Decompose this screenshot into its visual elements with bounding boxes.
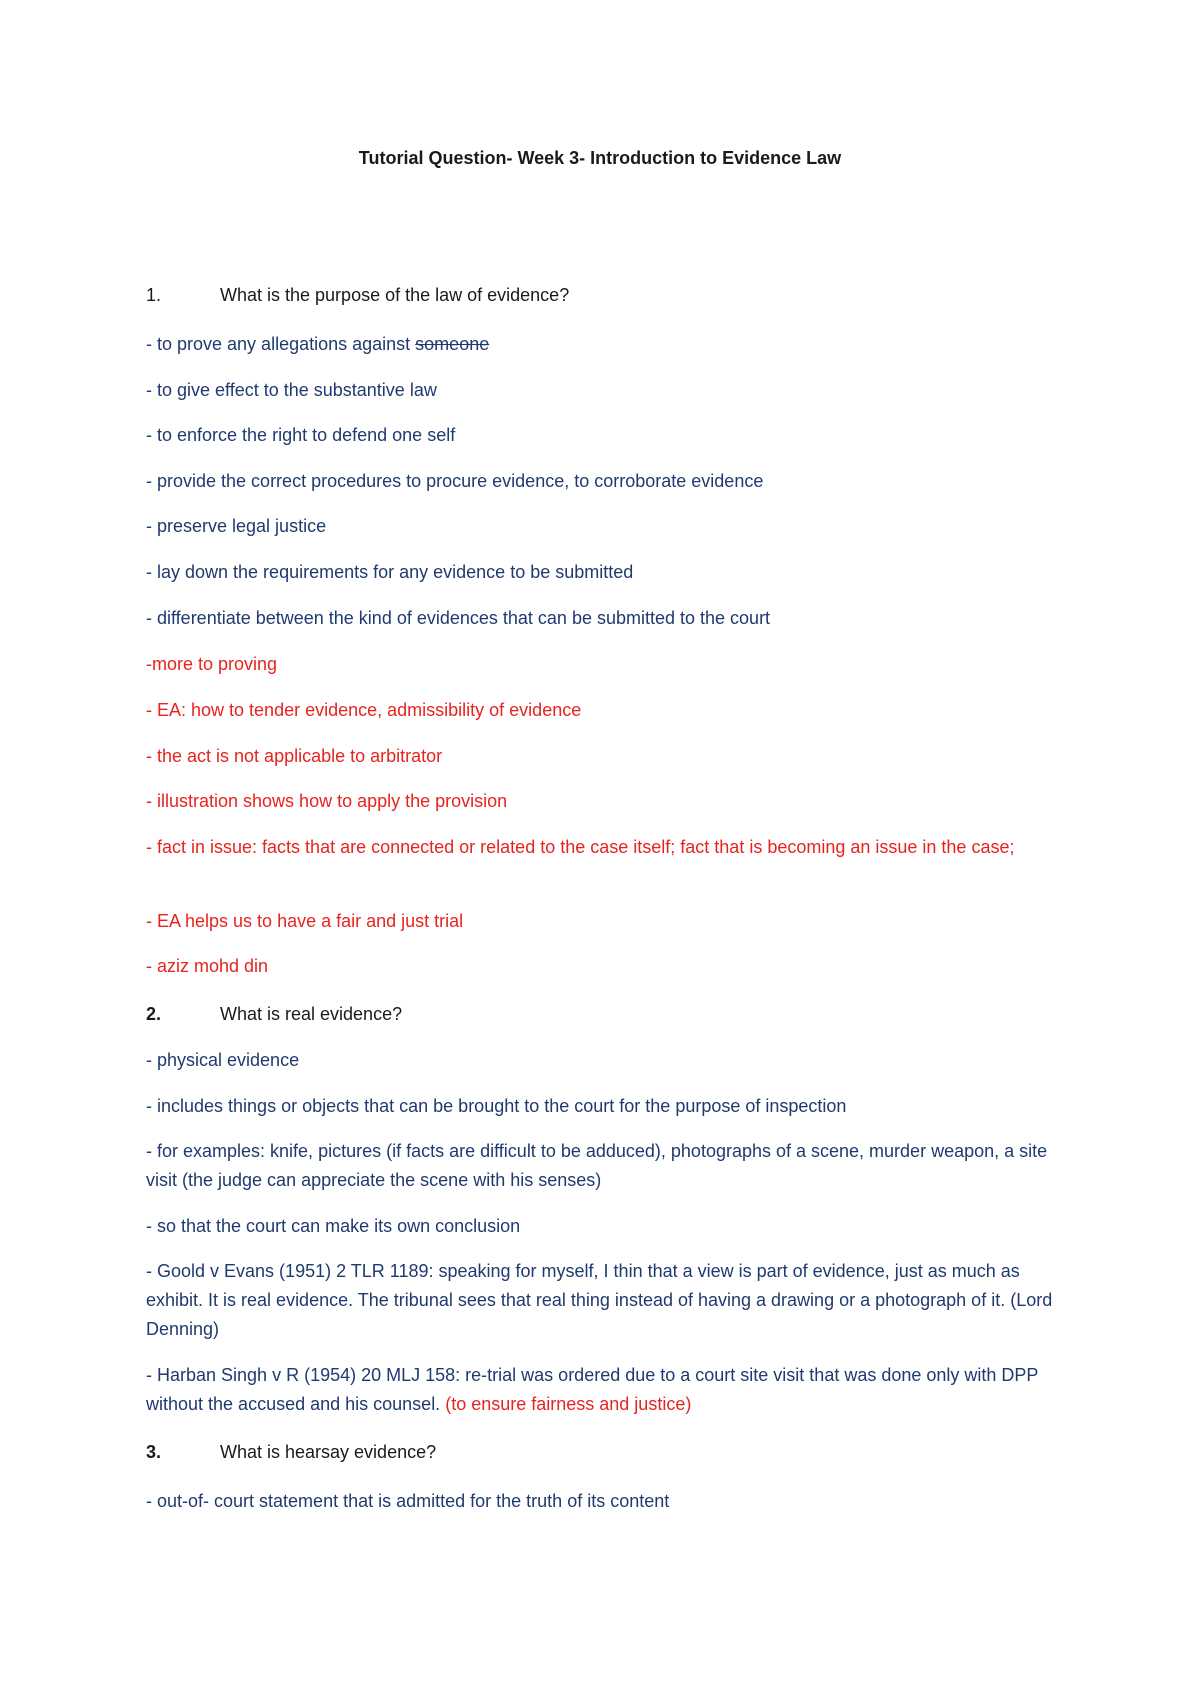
answer-line: - lay down the requirements for any evidence to be submitted — [146, 562, 634, 582]
answer-line: - includes things or objects that can be brought to the court for the purpose of inspection — [146, 1096, 847, 1116]
document-title: Tutorial Question- Week 3- Introduction to Evidence Law — [358, 148, 842, 168]
question-3 — [146, 1442, 436, 1463]
answer-line: - preserve legal justice — [146, 516, 327, 536]
answer-line: -more to proving — [146, 654, 278, 674]
answer-line: - provide the correct procedures to procure evidence, to corroborate evidence — [146, 471, 764, 491]
answer-line: - physical evidence — [146, 1050, 300, 1070]
answer-text: - to prove any allegations against — [146, 334, 416, 354]
answer-line: - for examples: knife, pictures (if facts are difficult to be adduced), photographs of a scene, murder weapon, a site visit (the judge can appreciate the scene with his senses) — [146, 1141, 1048, 1190]
answer-line: - EA helps us to have a fair and just trial — [146, 911, 464, 931]
answer-line: - differentiate between the kind of evidences that can be submitted to the court — [146, 608, 771, 628]
answer-line: - out-of- court statement that is admitted for the truth of its content — [146, 1491, 670, 1511]
question-number: 1. — [146, 285, 162, 305]
question-1 — [146, 285, 569, 306]
answer-line — [146, 1361, 1066, 1419]
answer-line — [146, 330, 1066, 359]
answer-line: - Goold v Evans (1951) 2 TLR 1189: speaking for myself, I thin that a view is part of evidence, just as much as exhibit. It is real evidence. The tribunal sees that real thing instead of having a drawing or a photograph of it. (Lord Denning) — [146, 1261, 1053, 1339]
answer-line: - illustration shows how to apply the provision — [146, 791, 508, 811]
answer-line: - fact in issue: facts that are connected or related to the case itself; fact that is becoming an issue in the case; — [146, 837, 1015, 857]
answer-line: - EA: how to tender evidence, admissibility of evidence — [146, 700, 582, 720]
question-text: What is the purpose of the law of evidence? — [220, 285, 570, 305]
answer-line: - so that the court can make its own conclusion — [146, 1216, 521, 1236]
question-2 — [146, 1004, 402, 1025]
question-text: What is hearsay evidence? — [220, 1442, 437, 1462]
answer-line: - aziz mohd din — [146, 956, 269, 976]
struck-text: someone — [415, 334, 490, 354]
question-text: What is real evidence? — [220, 1004, 403, 1024]
answer-line: - to give effect to the substantive law — [146, 380, 437, 400]
question-number: 2. — [146, 1004, 162, 1024]
answer-text: - Harban Singh v R (1954) 20 MLJ 158: re-trial was ordered due to a court site visit that was done only with DPP without the accused and his counsel. — [146, 1365, 1039, 1414]
answer-line: - to enforce the right to defend one self — [146, 425, 456, 445]
answer-line: - the act is not applicable to arbitrator — [146, 746, 443, 766]
question-number: 3. — [146, 1442, 162, 1462]
answer-note: (to ensure fairness and justice) — [445, 1394, 692, 1414]
